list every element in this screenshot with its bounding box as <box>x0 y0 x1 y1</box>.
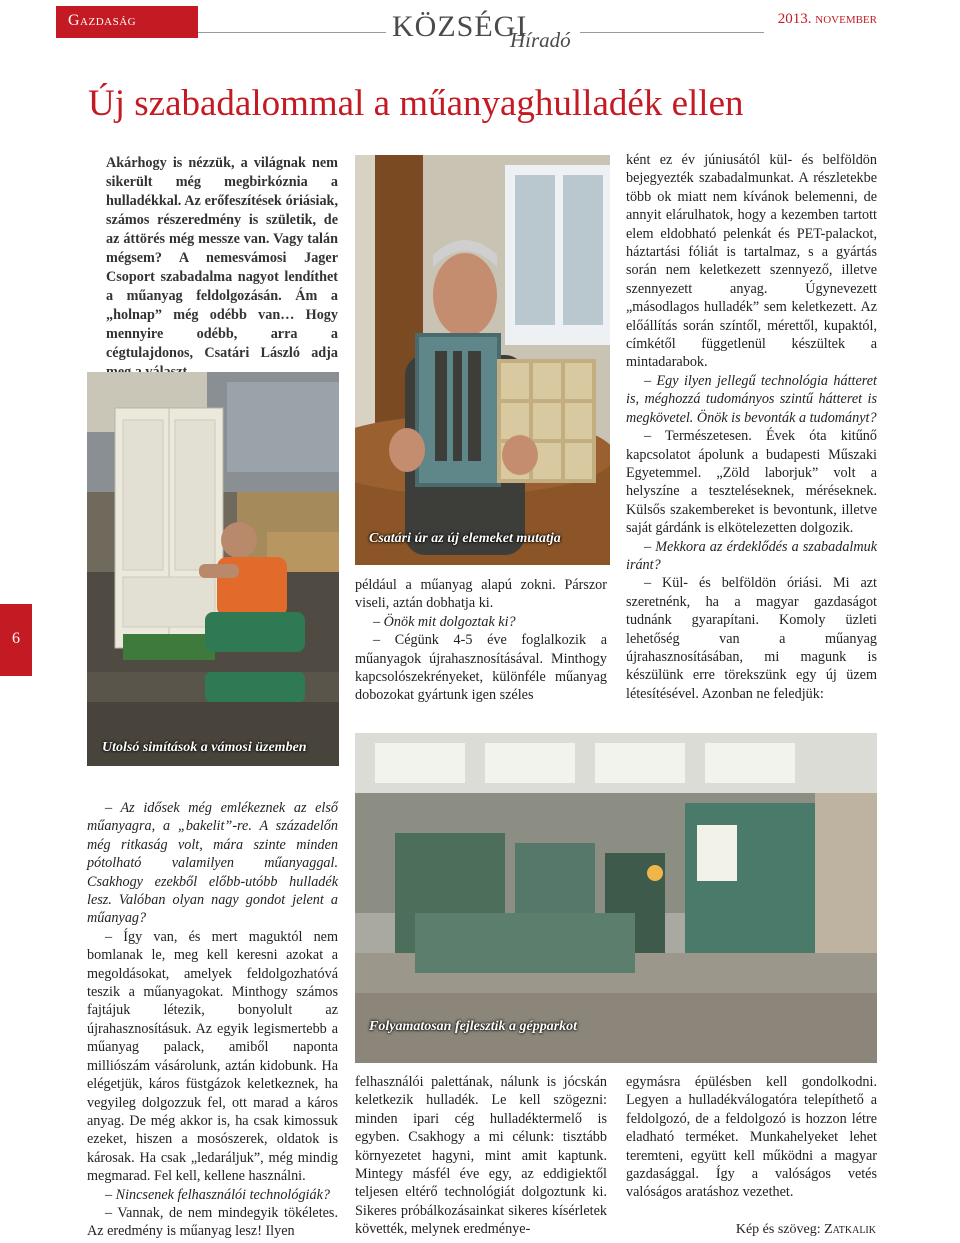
section-tag: Gazdaság <box>56 6 198 38</box>
photo-caption-cabinet-label: Utolsó simítások a vámosi üzemben <box>102 740 307 755</box>
paragraph: – Természetesen. Évek óta kitűnő kapcsolatot ápolunk a budapesti Műszaki Egyetemmel. „Zöld laborjuk” volt a helyszíne a teszteléseknek, méréseknek. Külsős szakembereket is bevontunk, illetve saját gárdánk is elkötelezetten dolgozik. <box>626 428 877 537</box>
paragraph: – Nincsenek felhasználói technológiák? <box>105 1186 330 1203</box>
paragraph: – Így van, és mert maguktól nem bomlanak le, meg kell keresni azokat a megoldásokat, amelyek feldolgozhatóvá teszik a műanyagokat. Minthogy számos fajtájuk létezik, bonyolult az újrahasznosításuk. Az egyik legismertebb a műanyag palack, amiből naponta milliószám vásárolunk, aztán kidobunk. Ha elégetjük, káros füstgázok keletkeznek, ha vegyileg dolgozzuk fel, ott marad a káros anyag. De még akkor is, ha csak kimossuk ezeket, hiszen a mosószerek, oldatok is károsak. Ha csak „ledaráljuk”, még mindig megmarad. Fel kell, kellene használni. <box>87 928 338 1185</box>
paragraph: – Önök mit dolgoztak ki? <box>373 613 516 630</box>
photo-portrait <box>355 155 610 565</box>
header-rule-right <box>580 32 764 33</box>
paragraph: – Vannak, de nem mindegyik tökéletes. Az eredmény is műanyag lesz! Ilyen <box>87 1204 338 1240</box>
column-middle-bottom <box>355 1073 607 1239</box>
column-middle-top <box>355 576 607 705</box>
header-rule-left <box>198 32 386 33</box>
paragraph: – Egy ilyen jellegű technológia hátteret is, méghozzá tudományos szintű hátteret is megkövetel. Önök is bevonták a tudományt? <box>626 372 877 426</box>
column-right-top <box>626 151 877 703</box>
paragraph: – Kül- és belföldön óriási. Mi azt szeretnénk, ha a magyar gazdaságot tudnánk gyarapítani. Komoly üzleti lehetőség van a műanyag újrahasznosításában, mi magunk is készülünk erre törekszünk egy új üzem létesítésével. Azonban ne feledjük: <box>626 575 877 702</box>
column-left-bottom <box>87 799 338 1241</box>
credit-prefix: Kép és szöveg: <box>735 1222 825 1237</box>
magazine-logo: KÖZSÉGI <box>392 10 528 43</box>
photo-workshop <box>355 733 877 1063</box>
paragraph: egymásra épülésben kell gondolkodni. Legyen a hulladékválogatóra telepíthető a feldolgozó, de a feldolgozó is hozzon létre eladható terméket. Munkahelyeket lehet teremteni, együtt kell működni a magyar gazdasággal. Így a valóságos vetés valóságos aratáshoz vezethet. <box>626 1074 877 1201</box>
article-title: Új szabadalommal a műanyaghulladék ellen <box>88 83 744 124</box>
photo-caption-portrait: Csatári úr az új elemeket mutatja <box>369 531 561 546</box>
page-number: 6 <box>0 604 32 676</box>
photo-portrait-illustration <box>355 155 610 565</box>
article-credit <box>726 1222 876 1238</box>
photo-cabinet-illustration <box>87 372 339 672</box>
photo-cabinet-worker <box>87 372 339 672</box>
paragraph: – Mekkora az érdeklődés a szabadalmuk iránt? <box>626 538 877 573</box>
paragraph: – Cégünk 4-5 éve foglalkozik a műanyagok újrahasznosításával. Minthogy kapcsolószekrényeket, különféle műanyag dobozokat gyártunk igen széles <box>355 632 607 704</box>
magazine-logo-sub: Híradó <box>510 28 571 52</box>
photo-workshop-illustration <box>355 733 877 1063</box>
column-right-bottom <box>626 1073 877 1202</box>
paragraph: – Az idősek még emlékeznek az első műanyagra, a „bakelit”-re. A századelőn még ritkaság volt, mára szinte minden pótolható valamilyen műanyaggal. Csakhogy ezekből előbb-utóbb hulladék lesz. Valóban olyan nagy gondot jelent a műanyag? <box>87 800 338 927</box>
credit-author: Zatkalik <box>824 1222 876 1237</box>
paragraph: például a műanyag alapú zokni. Párszor viseli, aztán dobhatja ki. <box>355 577 607 612</box>
paragraph: ként ez év júniusától kül- és belföldön bejegyezték szabadalmunkat. A részletekbe több ok miatt nem kívánok belemenni, de annyit elárulhatok, hogy a kezemben tartott elem eldobható pelenkát és PET-palackot, háztartási fóliát is tartalmaz, s a gyártás során nem keletkezett szennyező, illetve szennyezett anyag. Úgynevezett „másodlagos hulladék” sem keletkezett. Az előállítás során színtől, mérettől, kupaktól, címkétől függetlenül készültek a mintadarabok. <box>626 152 877 371</box>
issue-date: 2013. november <box>777 11 877 27</box>
photo-caption-workshop: Folyamatosan fejlesztik a gépparkot <box>369 1019 578 1034</box>
paragraph: felhasználói palettának, nálunk is jócskán keletkezik hulladék. Le kell szögezni: minden ipari cég hulladéktermelő is egyben. Csakhogy a mi célunk: tisztább környezetet hagyni, mint amit kaptunk. Mintegy másfél éve egy, az eddigiektől teljesen eltérő technológiát dolgoztunk ki. Sikeres próbálkozásainkat sikeres kísérletek követték, melynek eredménye- <box>355 1074 607 1238</box>
article-lead: Akárhogy is nézzük, a világnak nem sikerült még megbirkóznia a hulladékkal. Az erőfeszítések óriásiak, számos részeredmény is születik, de az áttörés még messze van. Vagy talán mégsem? A nemesvámosi Jager Csoport szabadalma nagyot lendíthet a műanyag feldolgozásán. Ám a „holnap” még odébb van… Hogy mennyire odébb, arra a cégtulajdonos, Csatári László adja <box>106 155 338 361</box>
